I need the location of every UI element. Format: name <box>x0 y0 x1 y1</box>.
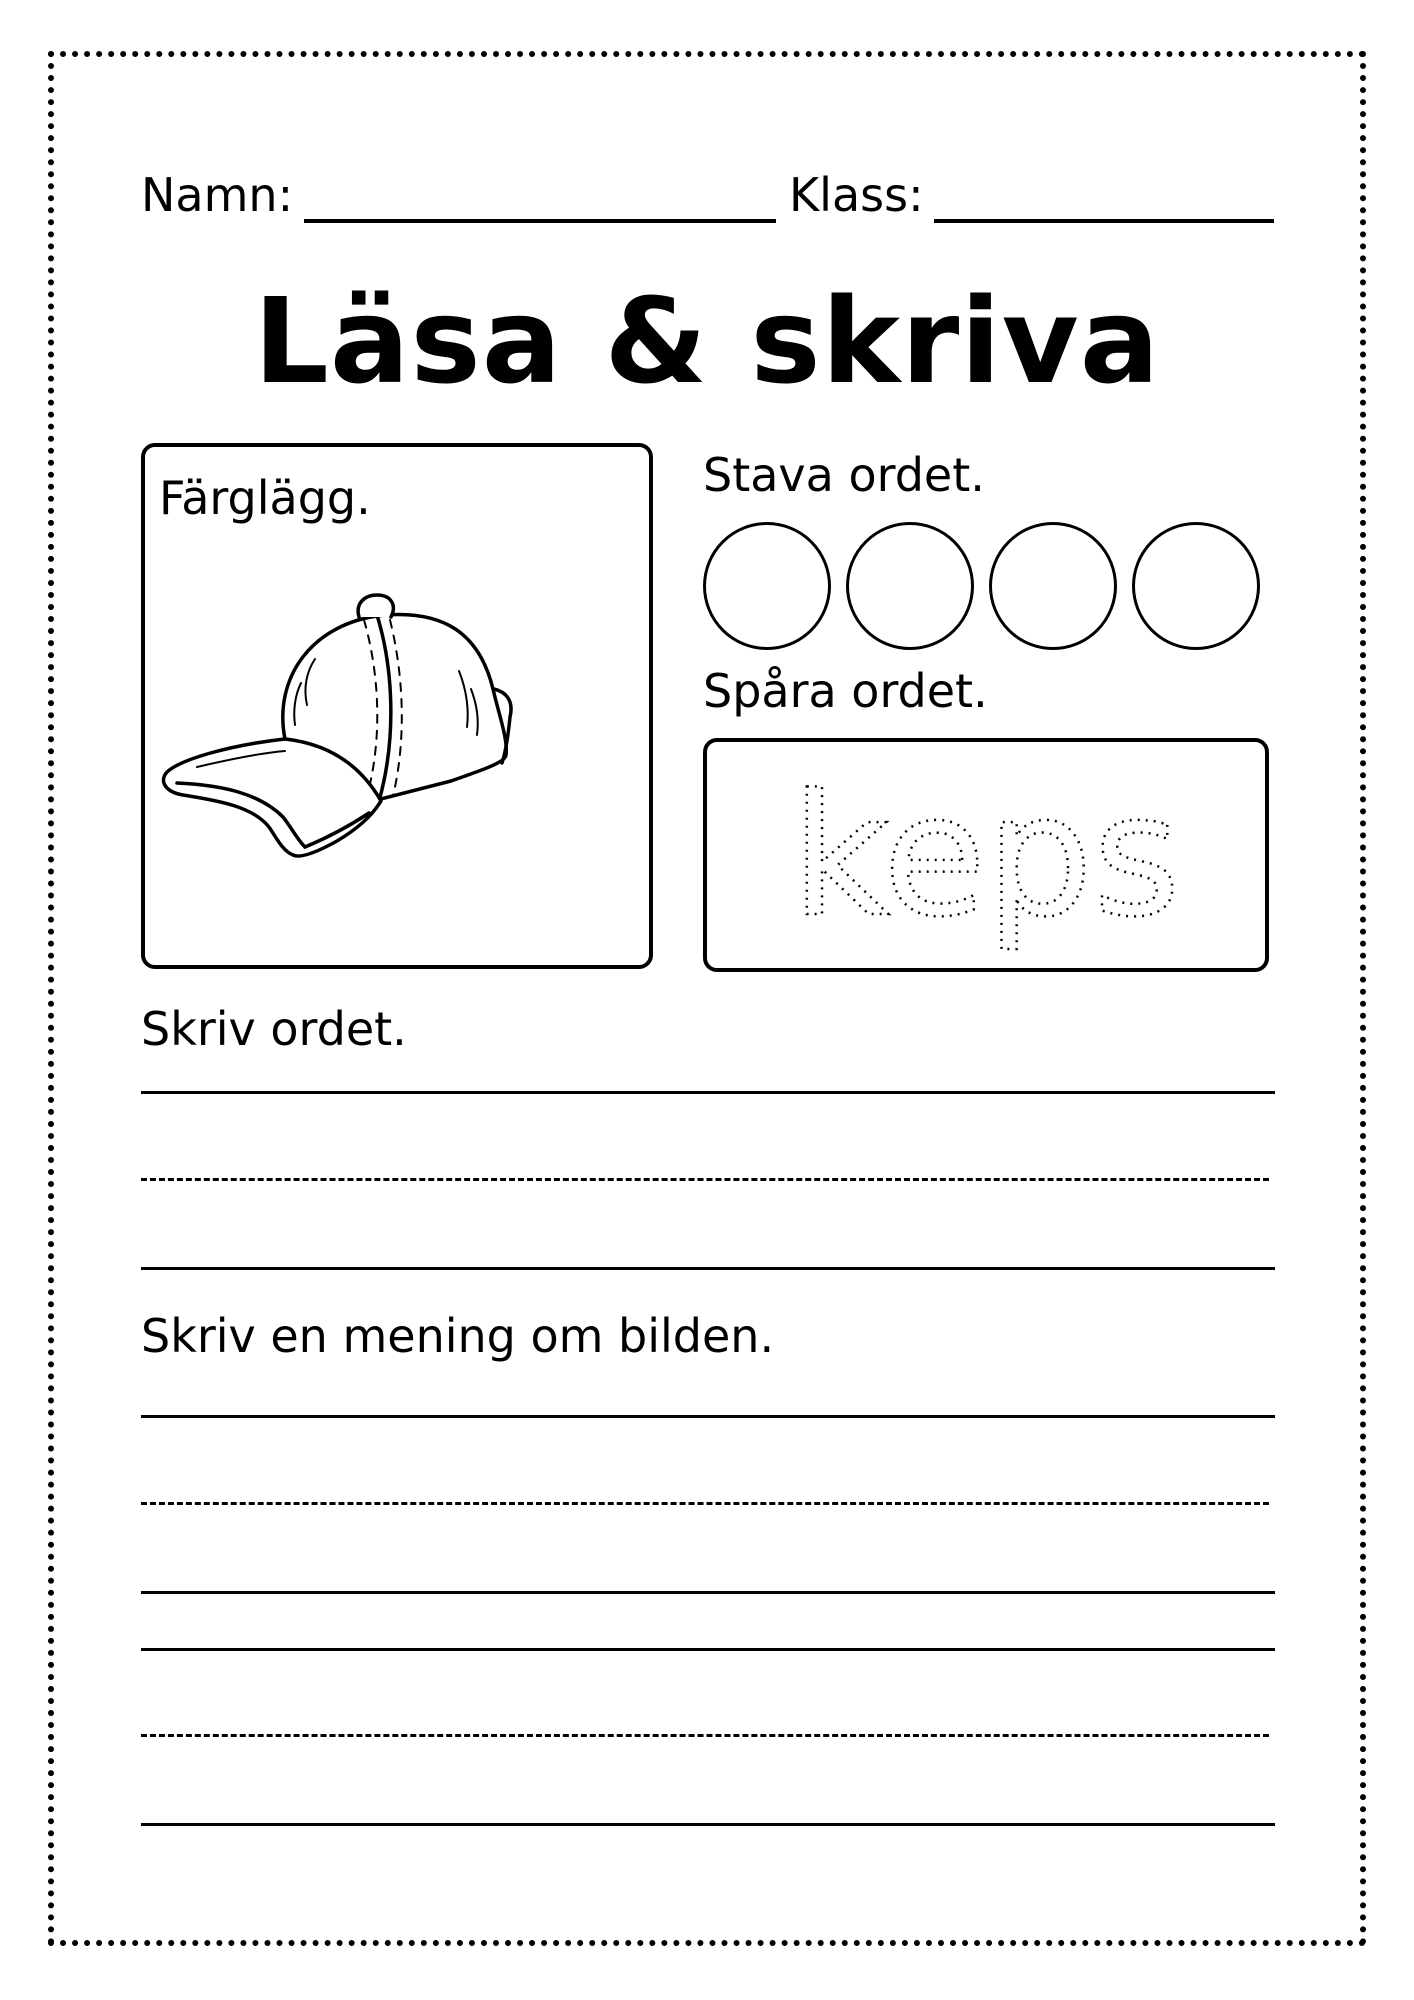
spell-circle[interactable] <box>703 522 831 650</box>
baseball-cap-icon <box>161 587 611 877</box>
spell-circle[interactable] <box>846 522 974 650</box>
trace-box[interactable] <box>703 738 1269 972</box>
writing-line-top[interactable] <box>141 1648 1275 1651</box>
writing-line-top[interactable] <box>141 1415 1275 1418</box>
trace-word: keps <box>791 758 1181 954</box>
class-field[interactable] <box>934 219 1274 223</box>
write-sentence-label: Skriv en mening om bilden. <box>141 1309 775 1363</box>
writing-line-mid <box>141 1734 1269 1737</box>
trace-word-svg <box>707 742 1265 968</box>
page-title: Läsa & skriva <box>253 272 1161 410</box>
coloring-box[interactable] <box>141 443 653 969</box>
class-label: Klass: <box>789 168 924 222</box>
writing-line-top[interactable] <box>141 1091 1275 1094</box>
writing-line-mid <box>141 1502 1269 1505</box>
spell-circle[interactable] <box>1132 522 1260 650</box>
name-field[interactable] <box>304 219 776 223</box>
spell-circle[interactable] <box>989 522 1117 650</box>
writing-line-base[interactable] <box>141 1591 1275 1594</box>
writing-line-mid <box>141 1178 1269 1181</box>
name-label: Namn: <box>141 168 294 222</box>
coloring-label: Färglägg. <box>159 471 371 525</box>
write-word-label: Skriv ordet. <box>141 1002 407 1056</box>
spell-label: Stava ordet. <box>703 448 985 502</box>
writing-line-base[interactable] <box>141 1823 1275 1826</box>
writing-line-base[interactable] <box>141 1267 1275 1270</box>
trace-label: Spåra ordet. <box>703 664 988 718</box>
